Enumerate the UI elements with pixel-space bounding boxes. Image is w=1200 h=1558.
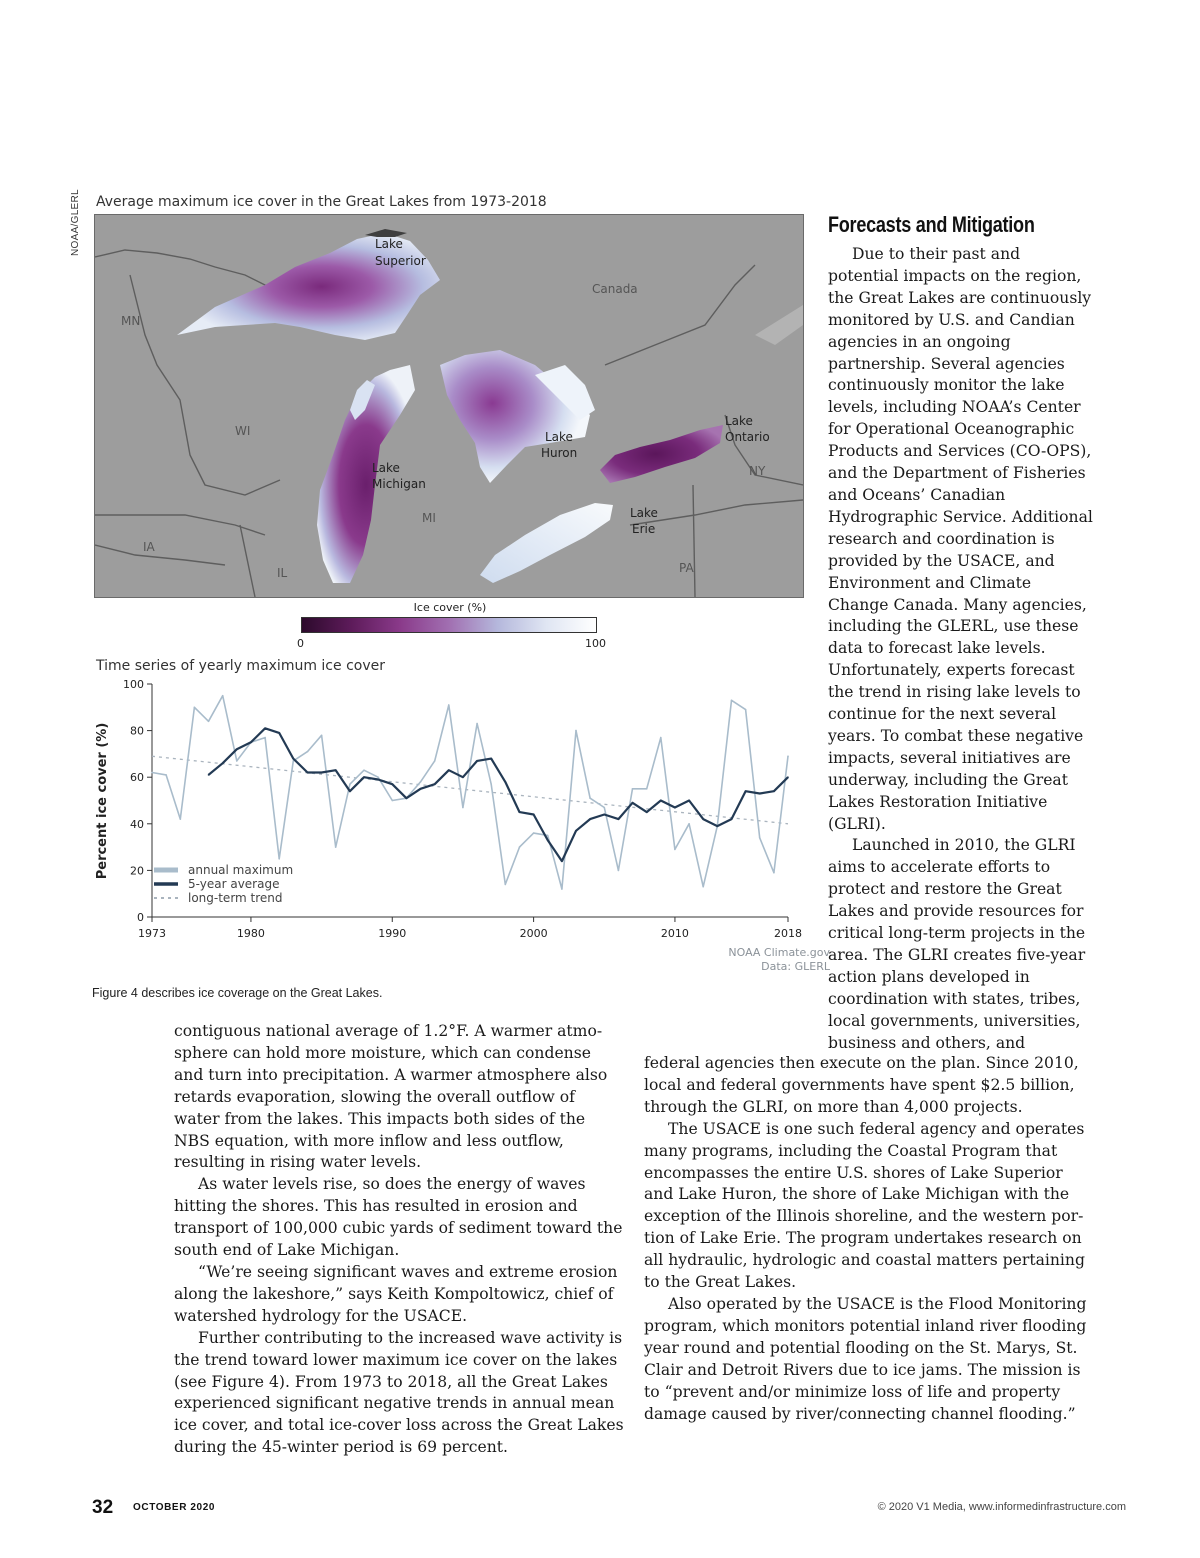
source-line-1: NOAA Climate.gov xyxy=(728,946,830,959)
avg-point xyxy=(547,839,549,841)
annual-point xyxy=(335,846,337,848)
avg-point xyxy=(208,774,210,776)
label-il: IL xyxy=(277,566,288,580)
avg-point xyxy=(476,760,478,762)
label-lake-erie-1: Lake xyxy=(630,506,658,520)
avg-point xyxy=(250,742,252,744)
annual-point xyxy=(660,737,662,739)
avg-point xyxy=(773,790,775,792)
annual-point xyxy=(589,797,591,799)
annual-point xyxy=(561,888,563,890)
label-lake-superior-2: Superior xyxy=(375,254,426,268)
avg-point xyxy=(702,818,704,820)
chart-source xyxy=(690,946,830,974)
annual-point xyxy=(349,783,351,785)
annual-point xyxy=(773,872,775,874)
legend-label-trend: long-term trend xyxy=(188,891,283,905)
label-mn: MN xyxy=(121,314,141,328)
avg-point xyxy=(363,776,365,778)
label-ny: NY xyxy=(749,464,766,478)
avg-point xyxy=(660,800,662,802)
avg-point xyxy=(406,797,408,799)
y-tick-label: 100 xyxy=(123,678,144,691)
annual-point xyxy=(165,774,167,776)
avg-point xyxy=(420,788,422,790)
annual-point xyxy=(363,769,365,771)
annual-point xyxy=(575,730,577,732)
annual-point xyxy=(547,835,549,837)
annual-point xyxy=(321,735,323,737)
annual-point xyxy=(688,823,690,825)
avg-point xyxy=(264,728,266,730)
annual-point xyxy=(490,783,492,785)
label-canada: Canada xyxy=(592,282,638,296)
y-tick-label: 20 xyxy=(130,864,144,878)
avg-point xyxy=(490,758,492,760)
annual-point xyxy=(787,755,789,757)
annual-point xyxy=(448,704,450,706)
label-lake-michigan-2: Michigan xyxy=(372,477,426,491)
annual-point xyxy=(462,807,464,809)
body-left-paragraph-3: “We’re seeing significant waves and extreme erosion along the lakeshore,” says Keith Kompoltowicz, chief of watershed hydrology for the USACE. xyxy=(174,1262,618,1325)
timeseries-title: Time series of yearly maximum ice cover xyxy=(96,658,385,674)
annual-point xyxy=(533,832,535,834)
issue-date: OCTOBER 2020 xyxy=(133,1502,216,1513)
label-lake-huron-1: Lake xyxy=(545,430,573,444)
annual-point xyxy=(505,884,507,886)
annual-point xyxy=(476,723,478,725)
figure-caption: Figure 4 describes ice coverage on the Great Lakes. xyxy=(92,986,383,1000)
photo-credit: NOAA/GLERL xyxy=(70,189,81,256)
annual-point xyxy=(278,858,280,860)
annual-point xyxy=(646,788,648,790)
avg-point xyxy=(293,758,295,760)
chart-legend xyxy=(154,863,293,905)
annual-point xyxy=(392,800,394,802)
x-tick-label: 2010 xyxy=(660,927,689,940)
avg-point xyxy=(533,814,535,816)
legend-min: 0 xyxy=(297,637,304,650)
label-mi: MI xyxy=(422,511,436,525)
annual-point xyxy=(434,760,436,762)
sidebar-paragraph-1: Due to their past and potential impacts on the region, the Great Lakes are continuously monitored by U.S. and Candian agencies in an ongoing partnership. Several agencies continuously monitor the lake levels, including NOAA’s Center for Operational Oceanographic Products and Services (CO-OPS), and the Department of Fisheries and Oceans’ Canadian Hydrographic Service. Additional research and coordination is provided by the USACE, and Environment and Climate Change Canada. Many agencies, including the GLERL, use these data to forecast lake levels. Unfortunately, experts forecast the trend in rising lake levels to continue for the next several years. To combat these negative impacts, several initiatives are underway, including the Great Lakes Restoration Initiative (GLRI). xyxy=(828,245,1093,833)
series-annual-maximum xyxy=(152,696,788,889)
label-lake-erie-2: Erie xyxy=(632,522,656,536)
annual-point xyxy=(151,772,153,774)
body-right-paragraph-1: federal agencies then execute on the plan. Since 2010, local and federal governments have spent $2.5 billion, through the GLRI, on more than 4,000 projects. xyxy=(644,1054,1079,1116)
legend-label-5yr: 5-year average xyxy=(188,877,280,891)
annual-point xyxy=(674,849,676,851)
annual-point xyxy=(222,695,224,697)
body-right-paragraph-2: The USACE is one such federal agency and operates many programs, including the Coastal Program that encompasses the entire U.S. shores of Lake Superior and Lake Huron, the shore of Lake Michigan with the exception of the Illinois shoreline, and the western portion of Lake Erie. The program undertakes research on all hydraulic, hydrologic and coastal matters pertaining to the Great Lakes. xyxy=(644,1119,1085,1292)
copyright-notice: © 2020 V1 Media, www.informedinfrastructure.com xyxy=(877,1501,1126,1513)
x-tick-label: 1990 xyxy=(378,927,407,940)
annual-point xyxy=(731,700,733,702)
legend-label-annual: annual maximum xyxy=(188,863,294,877)
annual-point xyxy=(759,837,761,839)
avg-point xyxy=(632,802,634,804)
land-background xyxy=(95,215,803,597)
series-5-year-average xyxy=(209,728,789,861)
annual-point xyxy=(745,709,747,711)
body-left-paragraph-2: As water levels rise, so does the energy of waves hitting the shores. This has resulted in erosion and transport of 100,000 cubic yards of sediment toward the south end of Lake Michigan. xyxy=(174,1175,623,1260)
annual-point xyxy=(702,886,704,888)
annual-point xyxy=(618,870,620,872)
body-left-paragraph-4: Further contributing to the increased wave activity is the trend toward lower maximum ice cover on the lakes (see Figure 4). From 1973 to 2018, all the Great Lakes experienced significant negative trends in annual mean ice cover, and total ice-cover loss across the Great Lakes during the 45-winter period is 69 percent. xyxy=(174,1328,624,1457)
avg-point xyxy=(377,779,379,781)
annual-point xyxy=(377,776,379,778)
avg-point xyxy=(589,818,591,820)
sidebar-paragraph-2: Launched in 2010, the GLRI aims to accelerate efforts to protect and restore the Great Lakes and provide resources for critical long-term projects in the area. The GLRI creates five-year action plans developed in coordination with states, tribes, local governments, universities, business and others, and xyxy=(828,836,1086,1052)
body-right-column xyxy=(644,1053,1094,1425)
y-axis-label: Percent ice cover (%) xyxy=(95,722,110,880)
avg-point xyxy=(561,860,563,862)
label-lake-ontario-1: Lake xyxy=(725,414,753,428)
avg-point xyxy=(618,818,620,820)
body-right-paragraph-3: Also operated by the USACE is the Flood Monitoring program, which monitors potential inland river flooding year round and potential flooding on the St. Marys, St. Clair and Detroit Rivers due to ice jams. The mission is to “prevent and/or minimize loss of life and property damage caused by river/connecting channel flooding.” xyxy=(644,1294,1087,1423)
body-left-paragraph-1: contiguous national average of 1.2°F. A warmer atmosphere can hold more moisture, which can condense and turn into precipitation. A warmer atmosphere also retards evaporation, slowing the overall outflow of water from the lakes. This impacts both sides of the NBS equation, with more inflow and less outflow, resulting in rising water levels. xyxy=(174,1022,608,1172)
ice-cover-timeseries-chart xyxy=(90,676,810,946)
avg-point xyxy=(222,762,224,764)
ice-cover-map xyxy=(94,214,804,598)
annual-point xyxy=(307,751,309,753)
x-tick-label: 2000 xyxy=(519,927,548,940)
annual-point xyxy=(264,737,266,739)
y-tick-label: 60 xyxy=(130,771,144,785)
avg-point xyxy=(448,769,450,771)
label-ia: IA xyxy=(143,540,155,554)
avg-point xyxy=(759,793,761,795)
avg-point xyxy=(278,732,280,734)
avg-point xyxy=(236,748,238,750)
x-tick-label: 1973 xyxy=(138,927,166,940)
avg-point xyxy=(349,790,351,792)
avg-point xyxy=(462,776,464,778)
label-wi: WI xyxy=(235,424,251,438)
sidebar-column xyxy=(828,244,1093,1055)
annual-point xyxy=(208,721,210,723)
label-pa: PA xyxy=(679,561,694,575)
avg-point xyxy=(321,772,323,774)
x-tick-label: 2018 xyxy=(774,927,802,940)
avg-point xyxy=(646,811,648,813)
avg-point xyxy=(505,781,507,783)
label-lake-ontario-2: Ontario xyxy=(725,430,770,444)
label-lake-huron-2: Huron xyxy=(541,446,578,460)
map-title: Average maximum ice cover in the Great Lakes from 1973-2018 xyxy=(96,194,547,210)
annual-point xyxy=(420,781,422,783)
avg-point xyxy=(307,772,309,774)
page-number: 32 xyxy=(92,1497,114,1518)
label-lake-michigan-1: Lake xyxy=(372,461,400,475)
avg-point xyxy=(335,769,337,771)
annual-point xyxy=(604,807,606,809)
avg-point xyxy=(392,783,394,785)
body-left-column xyxy=(174,1021,624,1459)
annual-point xyxy=(194,707,196,709)
label-lake-superior-1: Lake xyxy=(375,237,403,251)
annual-point xyxy=(519,846,521,848)
legend-max: 100 xyxy=(585,637,606,650)
x-tick-label: 1980 xyxy=(236,927,265,940)
avg-point xyxy=(519,811,521,813)
sidebar-heading: Forecasts and Mitigation xyxy=(828,212,1035,237)
ice-cover-color-scale xyxy=(301,617,597,633)
annual-point xyxy=(632,788,634,790)
avg-point xyxy=(434,783,436,785)
avg-point xyxy=(731,818,733,820)
avg-point xyxy=(717,825,719,827)
avg-point xyxy=(674,807,676,809)
avg-point xyxy=(745,790,747,792)
source-line-2: Data: GLERL xyxy=(761,960,830,973)
y-tick-label: 0 xyxy=(137,911,144,924)
annual-point xyxy=(180,818,182,820)
y-tick-label: 40 xyxy=(130,817,144,831)
avg-point xyxy=(688,800,690,802)
avg-point xyxy=(787,776,789,778)
avg-point xyxy=(604,814,606,816)
avg-point xyxy=(575,830,577,832)
annual-point xyxy=(236,760,238,762)
y-tick-label: 80 xyxy=(130,724,144,738)
legend-title: Ice cover (%) xyxy=(413,601,487,614)
